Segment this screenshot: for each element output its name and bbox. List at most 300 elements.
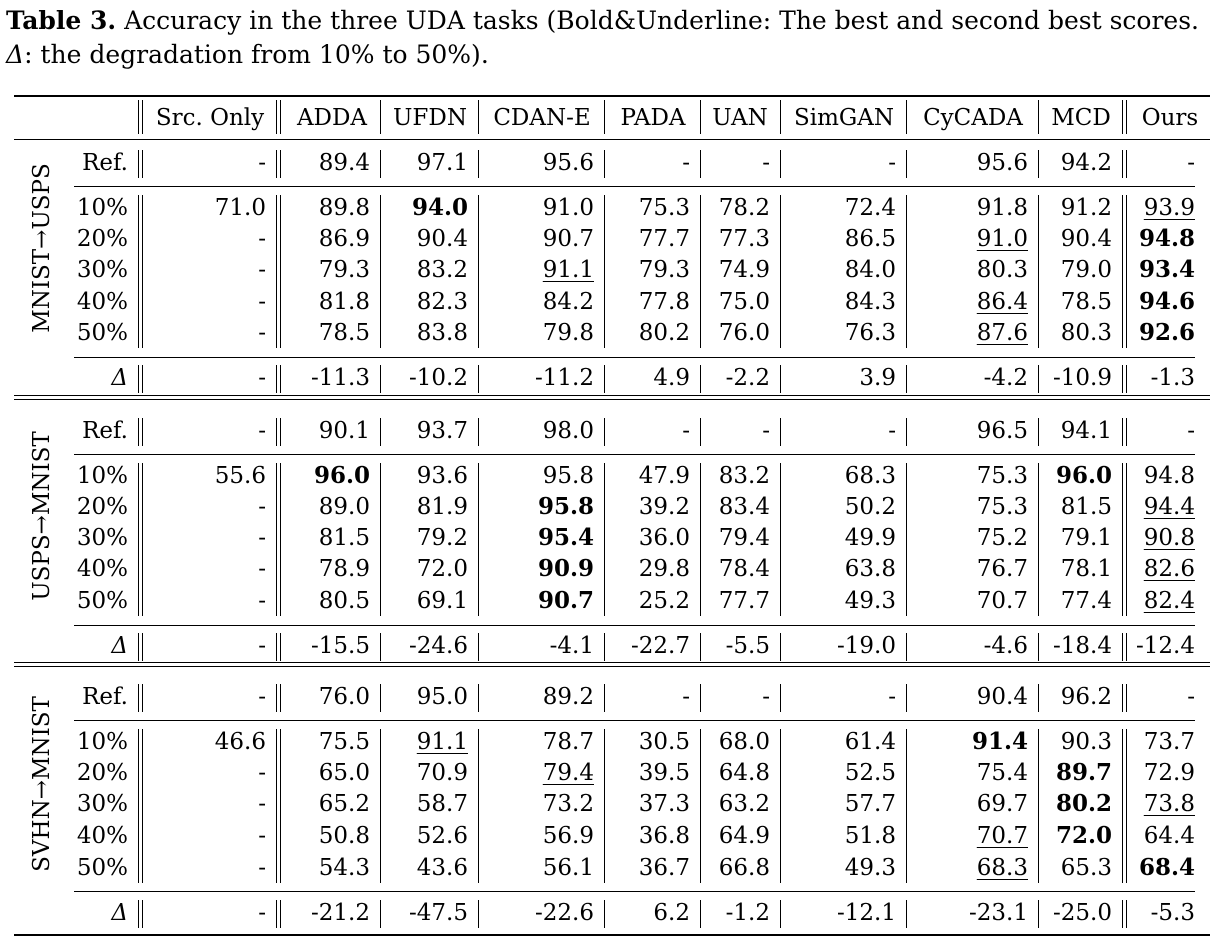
table-cell: 68.3 <box>976 855 1028 881</box>
table-cell: - <box>258 494 266 520</box>
table-cell: 95.4 <box>537 524 594 551</box>
table-cell: 89.0 <box>318 494 370 520</box>
table-cell: -10.2 <box>409 365 468 391</box>
table-cell: 79.8 <box>542 320 594 346</box>
table-cell: - <box>888 684 896 710</box>
column-separator <box>604 150 605 178</box>
table-cell: 86.4 <box>976 289 1028 315</box>
row-label: Ref. <box>82 684 128 710</box>
table-cell: 73.8 <box>1143 791 1195 817</box>
table-cell: -10.9 <box>1053 365 1112 391</box>
table-cell: 54.3 <box>318 855 370 881</box>
column-separator <box>780 418 781 446</box>
column-header: PADA <box>620 105 686 131</box>
table-cell: 95.6 <box>542 150 594 176</box>
column-header: SimGAN <box>793 105 895 131</box>
section-subrule <box>74 625 1195 626</box>
column-separator <box>700 100 701 134</box>
column-separator <box>478 463 479 616</box>
table-cell: 90.4 <box>416 226 468 252</box>
column-separator <box>1122 729 1123 883</box>
section-subrule <box>74 186 1195 187</box>
table-cell: -47.5 <box>409 900 468 926</box>
column-separator <box>142 365 143 393</box>
row-label: 40% <box>76 556 128 582</box>
column-separator <box>142 684 143 712</box>
table-cell: - <box>258 760 266 786</box>
table-cell: 97.1 <box>416 150 468 176</box>
table-cell: 74.9 <box>718 257 770 283</box>
column-separator <box>780 463 781 616</box>
table-cell: - <box>258 855 266 881</box>
column-separator <box>1126 684 1127 712</box>
column-separator <box>478 150 479 178</box>
table-cell: -2.2 <box>725 365 770 391</box>
column-separator <box>604 365 605 393</box>
row-label: 30% <box>76 257 128 283</box>
table-rule <box>14 399 1210 400</box>
column-separator <box>1038 100 1039 134</box>
table-cell: 52.5 <box>844 760 896 786</box>
table-cell: 90.9 <box>537 555 594 582</box>
table-cell: - <box>258 633 266 659</box>
column-separator <box>478 633 479 661</box>
column-separator <box>276 365 277 393</box>
table-cell: 79.2 <box>416 525 468 551</box>
column-separator <box>1126 195 1127 348</box>
delta-row-label: Δ <box>111 365 128 391</box>
column-separator <box>906 900 907 928</box>
table-cell: 37.3 <box>638 791 690 817</box>
table-cell: 80.3 <box>1060 320 1112 346</box>
table-cell: 47.9 <box>638 463 690 489</box>
table-cell: 36.0 <box>638 525 690 551</box>
table-cell: - <box>258 556 266 582</box>
table-cell: 94.2 <box>1060 150 1112 176</box>
table-cell: -12.1 <box>837 900 896 926</box>
table-cell: -21.2 <box>311 900 370 926</box>
table-cell: 77.8 <box>638 289 690 315</box>
table-cell: 61.4 <box>844 729 896 755</box>
column-separator <box>700 633 701 661</box>
column-separator <box>906 633 907 661</box>
table-cell: 50.8 <box>318 823 370 849</box>
table-cell: 46.6 <box>214 729 266 755</box>
table-cell: 79.4 <box>718 525 770 551</box>
column-separator <box>280 900 281 928</box>
column-separator <box>1038 684 1039 712</box>
table-cell: - <box>762 150 770 176</box>
table-cell: 30.5 <box>638 729 690 755</box>
table-cell: - <box>682 150 690 176</box>
table-cell: 50.2 <box>844 494 896 520</box>
table-cell: 73.7 <box>1143 729 1195 755</box>
table-cell: 94.8 <box>1138 225 1195 252</box>
table-cell: 69.1 <box>416 588 468 614</box>
table-cell: - <box>258 684 266 710</box>
table-cell: -1.3 <box>1150 365 1195 391</box>
column-separator <box>142 633 143 661</box>
table-rule <box>14 395 1210 396</box>
table-cell: 77.7 <box>638 226 690 252</box>
table-cell: 77.4 <box>1060 588 1112 614</box>
column-separator <box>478 684 479 712</box>
column-separator <box>906 365 907 393</box>
table-cell: -11.2 <box>535 365 594 391</box>
table-cell: 80.5 <box>318 588 370 614</box>
table-cell: 51.8 <box>844 823 896 849</box>
table-cell: 95.8 <box>542 463 594 489</box>
table-cell: 57.7 <box>844 791 896 817</box>
column-separator <box>138 463 139 616</box>
table-cell: 75.3 <box>976 494 1028 520</box>
table-cell: 89.8 <box>318 195 370 221</box>
table-cell: - <box>1187 684 1195 710</box>
caption-label: Table 3. <box>6 6 117 35</box>
column-separator <box>1038 418 1039 446</box>
column-separator <box>604 463 605 616</box>
column-separator <box>1122 150 1123 178</box>
table-cell: 75.2 <box>976 525 1028 551</box>
column-header: ADDA <box>296 105 368 131</box>
column-separator <box>478 729 479 883</box>
column-separator <box>138 729 139 883</box>
table-cell: 65.0 <box>318 760 370 786</box>
column-separator <box>604 195 605 348</box>
column-separator <box>138 900 139 928</box>
table-cell: -23.1 <box>969 900 1028 926</box>
column-separator <box>700 463 701 616</box>
column-separator <box>906 418 907 446</box>
table-cell: 96.5 <box>976 418 1028 444</box>
table-cell: 79.3 <box>638 257 690 283</box>
table-cell: 84.2 <box>542 289 594 315</box>
caption-text-2: : the degradation from 10% to 50%). <box>24 40 489 69</box>
table-cell: 43.6 <box>416 855 468 881</box>
table-cell: -22.7 <box>631 633 690 659</box>
table-cell: - <box>258 588 266 614</box>
table-cell: 56.9 <box>542 823 594 849</box>
table-cell: 89.4 <box>318 150 370 176</box>
table-cell: 96.0 <box>1055 462 1112 489</box>
table-cell: 76.7 <box>976 556 1028 582</box>
column-separator <box>280 100 281 134</box>
row-label: 30% <box>76 525 128 551</box>
table-cell: - <box>258 525 266 551</box>
column-separator <box>478 365 479 393</box>
table-cell: 69.7 <box>976 791 1028 817</box>
table-cell: - <box>888 418 896 444</box>
table-rule <box>14 662 1210 663</box>
table-cell: 82.3 <box>416 289 468 315</box>
column-separator <box>1122 195 1123 348</box>
column-separator <box>1126 633 1127 661</box>
column-separator <box>1126 463 1127 616</box>
table-cell: 83.8 <box>416 320 468 346</box>
row-label: 20% <box>76 760 128 786</box>
table-cell: - <box>762 684 770 710</box>
row-label: 30% <box>76 791 128 817</box>
column-separator <box>138 633 139 661</box>
table-cell: - <box>1187 418 1195 444</box>
table-cell: 90.1 <box>318 418 370 444</box>
table-cell: 93.4 <box>1138 256 1195 283</box>
column-separator <box>1122 418 1123 446</box>
table-cell: 86.9 <box>318 226 370 252</box>
table-cell: 93.9 <box>1143 195 1195 221</box>
column-separator <box>604 684 605 712</box>
section-label: SVHN→MNIST <box>29 696 55 872</box>
column-header: CDAN-E <box>493 105 591 131</box>
column-separator <box>280 633 281 661</box>
column-separator <box>1126 365 1127 393</box>
column-separator <box>1126 729 1127 883</box>
column-separator <box>280 150 281 178</box>
table-cell: 91.4 <box>971 728 1028 755</box>
table-cell: -24.6 <box>409 633 468 659</box>
table-cell: 95.8 <box>537 493 594 520</box>
column-separator <box>1038 150 1039 178</box>
table-cell: 70.9 <box>416 760 468 786</box>
table-cell: 80.2 <box>638 320 690 346</box>
column-header: Ours <box>1141 105 1199 131</box>
column-separator <box>780 900 781 928</box>
table-cell: 63.8 <box>844 556 896 582</box>
table-cell: 84.0 <box>844 257 896 283</box>
table-cell: 72.9 <box>1143 760 1195 786</box>
table-cell: - <box>258 823 266 849</box>
table-cell: 72.4 <box>844 195 896 221</box>
table-cell: 89.2 <box>542 684 594 710</box>
table-cell: 64.4 <box>1143 823 1195 849</box>
column-separator <box>478 900 479 928</box>
table-cell: 83.2 <box>718 463 770 489</box>
table-cell: -15.5 <box>311 633 370 659</box>
column-separator <box>276 900 277 928</box>
section-label: USPS→MNIST <box>29 431 55 601</box>
column-separator <box>604 729 605 883</box>
column-separator <box>276 633 277 661</box>
table-cell: 76.3 <box>844 320 896 346</box>
column-separator <box>604 100 605 134</box>
column-separator <box>380 100 381 134</box>
column-separator <box>700 900 701 928</box>
table-cell: 83.2 <box>416 257 468 283</box>
column-separator <box>380 463 381 616</box>
column-separator <box>138 365 139 393</box>
column-separator <box>138 684 139 712</box>
table-cell: 39.2 <box>638 494 690 520</box>
table-cell: 78.1 <box>1060 556 1112 582</box>
column-separator <box>276 150 277 178</box>
table-cell: 98.0 <box>542 418 594 444</box>
table-cell: 78.9 <box>318 556 370 582</box>
table-cell: 81.9 <box>416 494 468 520</box>
table-cell: 92.6 <box>1138 319 1195 346</box>
table-cell: 3.9 <box>859 365 896 391</box>
caption-text-1: Accuracy in the three UDA tasks (Bold&Underline: The best and second best scores. <box>124 6 1199 35</box>
table-cell: 58.7 <box>416 791 468 817</box>
section-subrule <box>74 357 1195 358</box>
table-cell: 77.7 <box>718 588 770 614</box>
table-cell: 49.3 <box>844 588 896 614</box>
table-cell: 91.2 <box>1060 195 1112 221</box>
table-cell: 96.2 <box>1060 684 1112 710</box>
table-cell: 72.0 <box>416 556 468 582</box>
column-separator <box>478 100 479 134</box>
row-label: 20% <box>76 226 128 252</box>
table-cell: 89.7 <box>1055 759 1112 786</box>
table-cell: 65.2 <box>318 791 370 817</box>
column-separator <box>142 100 143 134</box>
column-separator <box>142 195 143 348</box>
table-cell: 39.5 <box>638 760 690 786</box>
table-cell: 78.2 <box>718 195 770 221</box>
table-cell: 83.4 <box>718 494 770 520</box>
column-separator <box>1122 900 1123 928</box>
table-cell: 94.1 <box>1060 418 1112 444</box>
table-cell: 90.3 <box>1060 729 1112 755</box>
table-cell: -5.3 <box>1150 900 1195 926</box>
table-cell: - <box>762 418 770 444</box>
table-cell: 81.5 <box>318 525 370 551</box>
column-separator <box>1038 900 1039 928</box>
table-cell: 36.7 <box>638 855 690 881</box>
table-cell: 80.2 <box>1055 790 1112 817</box>
section-subrule <box>74 720 1195 721</box>
table-cell: - <box>258 150 266 176</box>
table-cell: - <box>258 226 266 252</box>
table-cell: 96.0 <box>313 462 370 489</box>
table-cell: - <box>888 150 896 176</box>
table-cell: 90.7 <box>542 226 594 252</box>
column-separator <box>276 463 277 616</box>
table-cell: 25.2 <box>638 588 690 614</box>
column-separator <box>380 684 381 712</box>
table-cell: 65.3 <box>1060 855 1112 881</box>
table-cell: -4.2 <box>983 365 1028 391</box>
table-cell: 56.1 <box>542 855 594 881</box>
column-separator <box>380 150 381 178</box>
table-cell: 84.3 <box>844 289 896 315</box>
table-cell: 94.8 <box>1143 463 1195 489</box>
column-separator <box>1038 633 1039 661</box>
column-header: CyCADA <box>923 105 1023 131</box>
table-cell: 93.6 <box>416 463 468 489</box>
table-rule <box>14 666 1210 667</box>
column-separator <box>276 684 277 712</box>
column-separator <box>1126 150 1127 178</box>
table-cell: 75.4 <box>976 760 1028 786</box>
row-label: Ref. <box>82 150 128 176</box>
table-cell: 68.0 <box>718 729 770 755</box>
table-cell: 91.1 <box>416 729 468 755</box>
table-cell: 78.7 <box>542 729 594 755</box>
table-cell: 90.4 <box>976 684 1028 710</box>
column-separator <box>906 195 907 348</box>
column-header: UFDN <box>393 105 467 131</box>
table-cell: 82.4 <box>1143 588 1195 614</box>
section-subrule <box>74 454 1195 455</box>
column-separator <box>142 150 143 178</box>
column-separator <box>780 100 781 134</box>
table-cell: 68.3 <box>844 463 896 489</box>
table-cell: -4.1 <box>549 633 594 659</box>
row-label: 50% <box>76 855 128 881</box>
column-separator <box>700 418 701 446</box>
table-cell: 55.6 <box>214 463 266 489</box>
row-label: 10% <box>76 463 128 489</box>
column-separator <box>280 463 281 616</box>
table-cell: 70.7 <box>976 588 1028 614</box>
column-separator <box>142 729 143 883</box>
table-cell: - <box>258 900 266 926</box>
column-separator <box>1122 365 1123 393</box>
table-cell: - <box>682 684 690 710</box>
table-cell: - <box>258 418 266 444</box>
table-cell: 73.2 <box>542 791 594 817</box>
delta-row-label: Δ <box>111 900 128 926</box>
table-cell: -18.4 <box>1053 633 1112 659</box>
table-cell: - <box>258 365 266 391</box>
column-separator <box>142 418 143 446</box>
row-label: Ref. <box>82 418 128 444</box>
table-cell: 78.5 <box>1060 289 1112 315</box>
column-separator <box>906 729 907 883</box>
table-cell: 78.4 <box>718 556 770 582</box>
column-separator <box>1126 418 1127 446</box>
table-cell: 64.8 <box>718 760 770 786</box>
column-separator <box>380 900 381 928</box>
table-cell: 79.4 <box>542 760 594 786</box>
table-cell: -5.5 <box>725 633 770 659</box>
column-separator <box>1038 463 1039 616</box>
column-separator <box>1126 100 1127 134</box>
table-cell: -4.6 <box>983 633 1028 659</box>
table-cell: 4.9 <box>653 365 690 391</box>
column-separator <box>1126 900 1127 928</box>
table-cell: -12.4 <box>1136 633 1195 659</box>
column-separator <box>1122 100 1123 134</box>
column-separator <box>1122 684 1123 712</box>
column-separator <box>276 195 277 348</box>
row-label: 50% <box>76 320 128 346</box>
table-cell: 72.0 <box>1055 822 1112 849</box>
table-cell: - <box>1187 150 1195 176</box>
column-separator <box>276 729 277 883</box>
table-cell: - <box>682 418 690 444</box>
column-separator <box>138 100 139 134</box>
column-separator <box>478 195 479 348</box>
table-cell: 95.0 <box>416 684 468 710</box>
column-separator <box>138 418 139 446</box>
caption-delta-symbol: Δ <box>6 40 25 69</box>
column-separator <box>780 195 781 348</box>
column-separator <box>604 900 605 928</box>
table-rule <box>14 95 1210 97</box>
column-separator <box>780 150 781 178</box>
table-cell: -11.3 <box>311 365 370 391</box>
table-cell: 75.5 <box>318 729 370 755</box>
table-cell: 90.7 <box>537 587 594 614</box>
table-cell: 77.3 <box>718 226 770 252</box>
table-cell: - <box>258 320 266 346</box>
table-cell: - <box>258 257 266 283</box>
table-cell: 76.0 <box>718 320 770 346</box>
table-cell: 95.6 <box>976 150 1028 176</box>
table-cell: 86.5 <box>844 226 896 252</box>
column-header: Src. Only <box>155 105 265 131</box>
